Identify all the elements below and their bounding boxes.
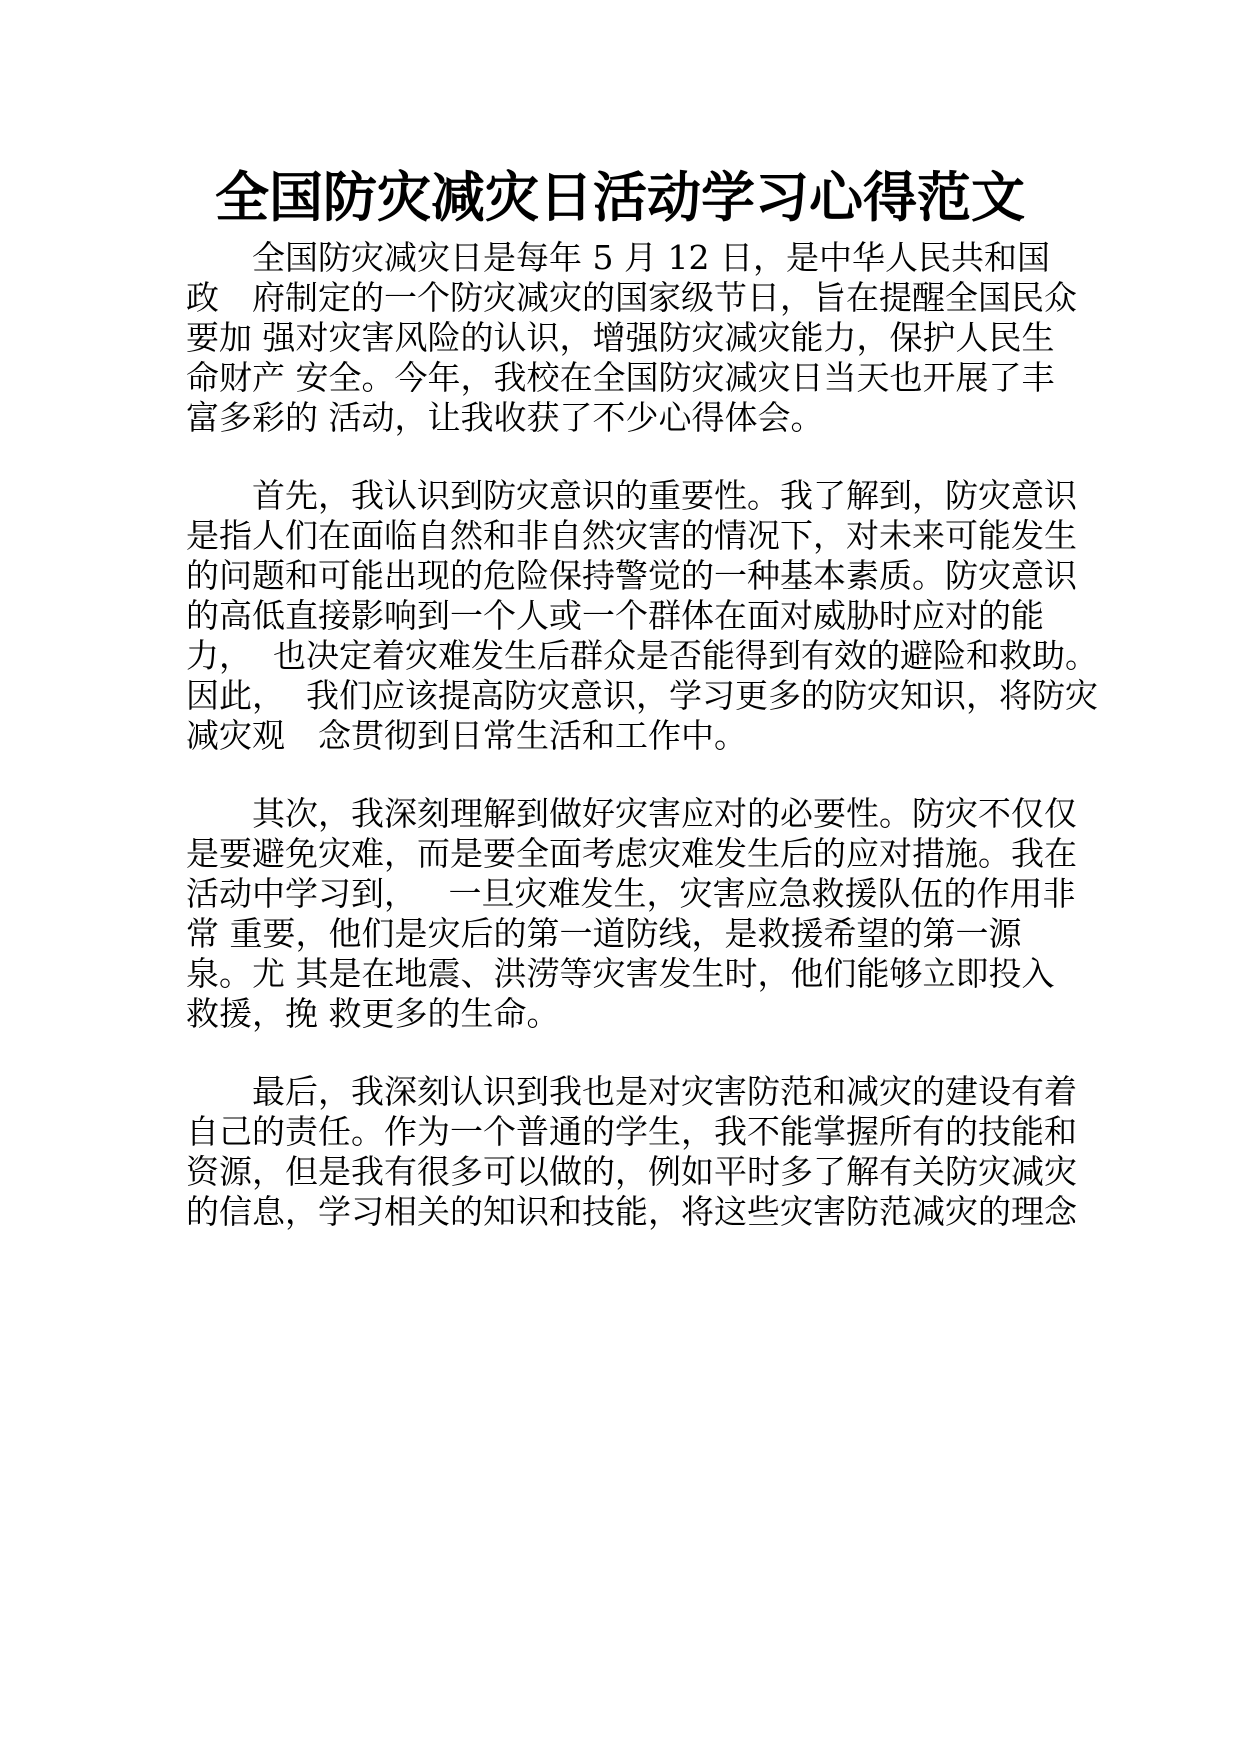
paragraph-3 [186, 794, 1077, 1034]
paragraph-line: 的问题和可能出现的危险保持警觉的一种基本素质。防灾意识 [186, 556, 1077, 595]
paragraph-line: 命财产 安全。今年，我校在全国防灾减灾日当天也开展了丰 [186, 358, 1055, 397]
paragraph-4 [186, 1072, 1077, 1232]
paragraph-line: 力， 也决定着灾难发生后群众是否能得到有效的避险和救助。 [186, 636, 1098, 675]
paragraph-1 [186, 238, 1077, 438]
paragraph-spacer [186, 438, 1066, 476]
paragraph-line: 常 重要，他们是灾后的第一道防线，是救援希望的第一源 [186, 914, 1022, 953]
paragraph-spacer [186, 756, 1066, 794]
paragraph-line: 救援，挽 救更多的生命。 [186, 994, 560, 1033]
paragraph-line: 全国防灾减灾日是每年 5 月 12 日，是中华人民共和国 [252, 238, 1050, 277]
paragraph-spacer [186, 1034, 1066, 1072]
paragraph-line: 自己的责任。作为一个普通的学生，我不能掌握所有的技能和 [186, 1112, 1077, 1151]
paragraph-line: 减灾观 念贯彻到日常生活和工作中。 [186, 716, 747, 755]
document-title: 全国防灾减灾日活动学习心得范文 [215, 166, 1025, 229]
paragraph-line: 因此， 我们应该提高防灾意识，学习更多的防灾知识，将防灾 [186, 676, 1098, 715]
paragraph-line: 资源，但是我有很多可以做的，例如平时多了解有关防灾减灾 [186, 1152, 1077, 1191]
paragraph-line: 最后，我深刻认识到我也是对灾害防范和减灾的建设有着 [252, 1072, 1077, 1111]
paragraph-line: 是要避免灾难，而是要全面考虑灾难发生后的应对措施。我在 [186, 834, 1077, 873]
paragraph-line: 富多彩的 活动，让我收获了不少心得体会。 [186, 398, 824, 437]
paragraph-line: 活动中学习到， 一旦灾难发生，灾害应急救援队伍的作用非 [186, 874, 1076, 913]
paragraph-line: 泉。尤 其是在地震、洪涝等灾害发生时，他们能够立即投入 [186, 954, 1055, 993]
paragraph-2 [186, 476, 1098, 756]
paragraph-line: 要加 强对灾害风险的认识，增强防灾减灾能力，保护人民生 [186, 318, 1055, 357]
paragraph-line: 首先，我认识到防灾意识的重要性。我了解到，防灾意识 [252, 476, 1077, 515]
paragraph-line: 的高低直接影响到一个人或一个群体在面对威胁时应对的能 [186, 596, 1044, 635]
paragraph-line: 政 府制定的一个防灾减灾的国家级节日，旨在提醒全国民众 [186, 278, 1077, 317]
paragraph-line: 其次，我深刻理解到做好灾害应对的必要性。防灾不仅仅 [252, 794, 1077, 833]
paragraph-line: 是指人们在面临自然和非自然灾害的情况下，对未来可能发生 [186, 516, 1077, 555]
paragraph-line: 的信息，学习相关的知识和技能，将这些灾害防范减灾的理念 [186, 1192, 1077, 1231]
document-body [186, 238, 1098, 1232]
